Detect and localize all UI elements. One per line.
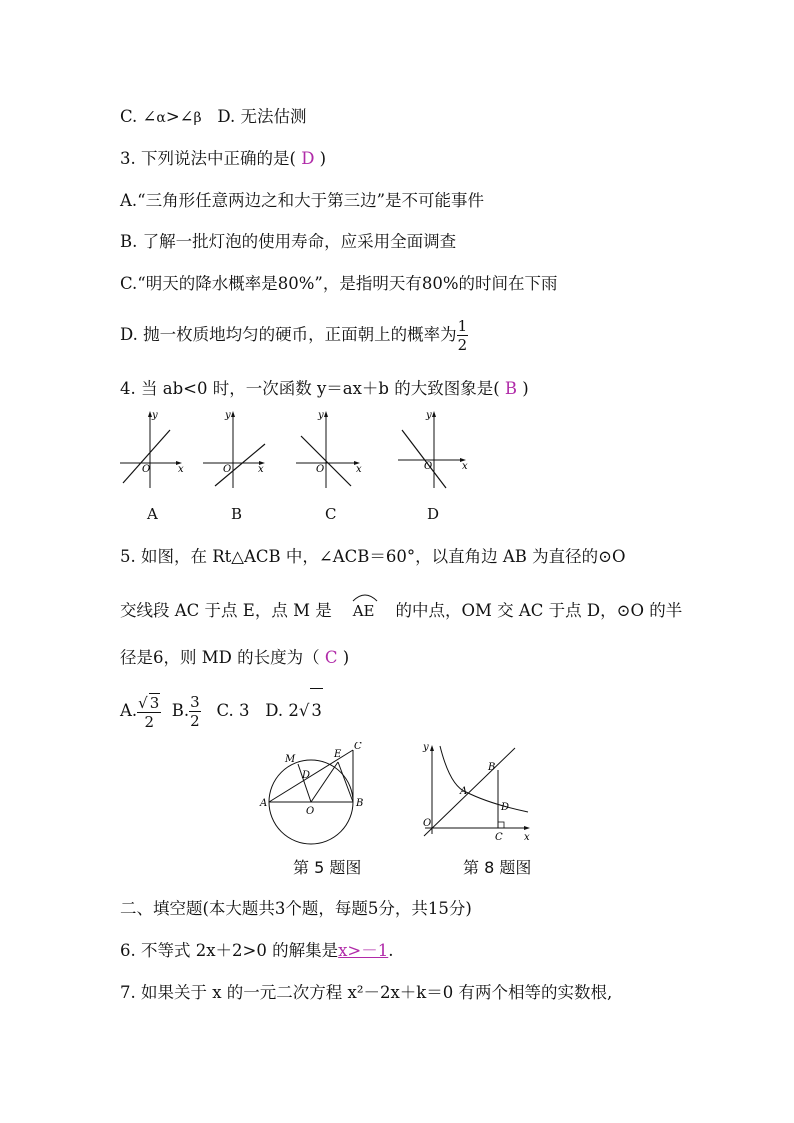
svg-text:E: E (334, 749, 342, 760)
q5-options: A. $\frac{√ 3}{2}$ B. $\frac{3}{2}$ C. 3 D. 2√ 3 (120, 688, 323, 733)
svg-text:O: O (306, 806, 315, 817)
q2-option-c-mid: >∠ (165, 107, 194, 126)
figure-8 (420, 742, 535, 842)
q2-beta: β (193, 110, 202, 126)
q3-option-b: B. 了解一批灯泡的使用寿命，应采用全面调查 (120, 232, 457, 251)
q4-graph-a (120, 408, 195, 490)
q5-option-a-fraction: $\frac{√ 3}{2}$ (138, 693, 160, 731)
figure-8-caption: 第 8 题图 (463, 858, 532, 877)
q6: 6. 不等式 2x＋2>0 的解集是x>－1. (120, 941, 394, 960)
q2-options (120, 106, 306, 129)
arc-icon (351, 592, 379, 602)
svg-text:O: O (424, 461, 433, 472)
q4-graph-label-c: C (325, 505, 337, 523)
svg-text:O: O (316, 464, 325, 475)
q5-option-b-fraction: $\frac{3}{2}$ (190, 693, 200, 730)
svg-text:y: y (426, 410, 432, 421)
q6-answer: x>－1 (338, 941, 389, 960)
svg-text:O: O (142, 464, 151, 475)
svg-text:y: y (423, 742, 429, 753)
svg-text:O: O (423, 818, 432, 829)
q4-graph-label-b: B (231, 505, 243, 523)
svg-text:A: A (260, 798, 268, 809)
svg-text:x: x (524, 832, 530, 842)
q3-option-a: A.“三角形任意两边之和大于第三边”是不可能事件 (120, 191, 485, 210)
svg-text:y: y (318, 410, 324, 421)
q4-answer: B (504, 379, 518, 398)
svg-text:A: A (460, 786, 468, 797)
svg-text:x: x (178, 464, 184, 475)
svg-text:B: B (356, 798, 364, 809)
q4-stem: 4. 当 ab<0 时，一次函数 y＝ax＋b 的大致图象是( B ) (120, 379, 529, 398)
svg-text:x: x (462, 461, 468, 472)
svg-text:B: B (488, 762, 496, 773)
q5-arc-ae: AE (353, 596, 375, 622)
q4-graph-c (296, 408, 371, 490)
figure-5 (258, 742, 378, 850)
q3-answer: D (301, 149, 315, 168)
q2-alpha: α (156, 110, 166, 126)
svg-text:M: M (285, 754, 296, 765)
q5-answer: C (324, 648, 338, 667)
q2-option-c-prefix: C. ∠ (120, 107, 157, 126)
q3-stem: 3. 下列说法中正确的是( D ) (120, 149, 327, 168)
q4-graph-label-d: D (427, 505, 440, 523)
q5-line3: 径是6，则 MD 的长度为（ C ) (120, 648, 350, 667)
svg-text:y: y (152, 410, 158, 421)
q3-option-d: D. 抛一枚质地均匀的硬币，正面朝上的概率为 $\frac{1}{2}$ (120, 317, 468, 354)
q2-option-d: D. 无法估测 (217, 107, 307, 126)
q4-graph-b (203, 408, 278, 490)
svg-text:C: C (354, 742, 362, 752)
svg-text:D: D (302, 770, 311, 781)
svg-text:O: O (223, 464, 232, 475)
svg-text:x: x (258, 464, 264, 475)
svg-text:D: D (501, 802, 510, 813)
svg-text:C: C (495, 832, 503, 842)
section-2-title: 二、填空题(本大题共3个题，每题5分，共15分) (120, 899, 472, 918)
q3-fraction: $\frac{1}{2}$ (457, 317, 468, 354)
svg-text:y: y (225, 410, 231, 421)
q3-option-c: C.“明天的降水概率是80%”，是指明天有80%的时间在下雨 (120, 274, 558, 293)
q5-line2: 交线段 AC 于点 E，点 M 是 AE 的中点，OM 交 AC 于点 D，⊙O 的半 (120, 596, 682, 622)
svg-text:x: x (356, 464, 362, 475)
q4-graph-label-a: A (147, 505, 158, 523)
q7-stem: 7. 如果关于 x 的一元二次方程 x²－2x＋k＝0 有两个相等的实数根, (120, 983, 613, 1002)
q5-line1: 5. 如图，在 Rt△ACB 中，∠ACB＝60°，以直角边 AB 为直径的⊙O (120, 547, 626, 566)
q4-graph-d (398, 408, 473, 490)
figure-5-caption: 第 5 题图 (293, 858, 362, 877)
